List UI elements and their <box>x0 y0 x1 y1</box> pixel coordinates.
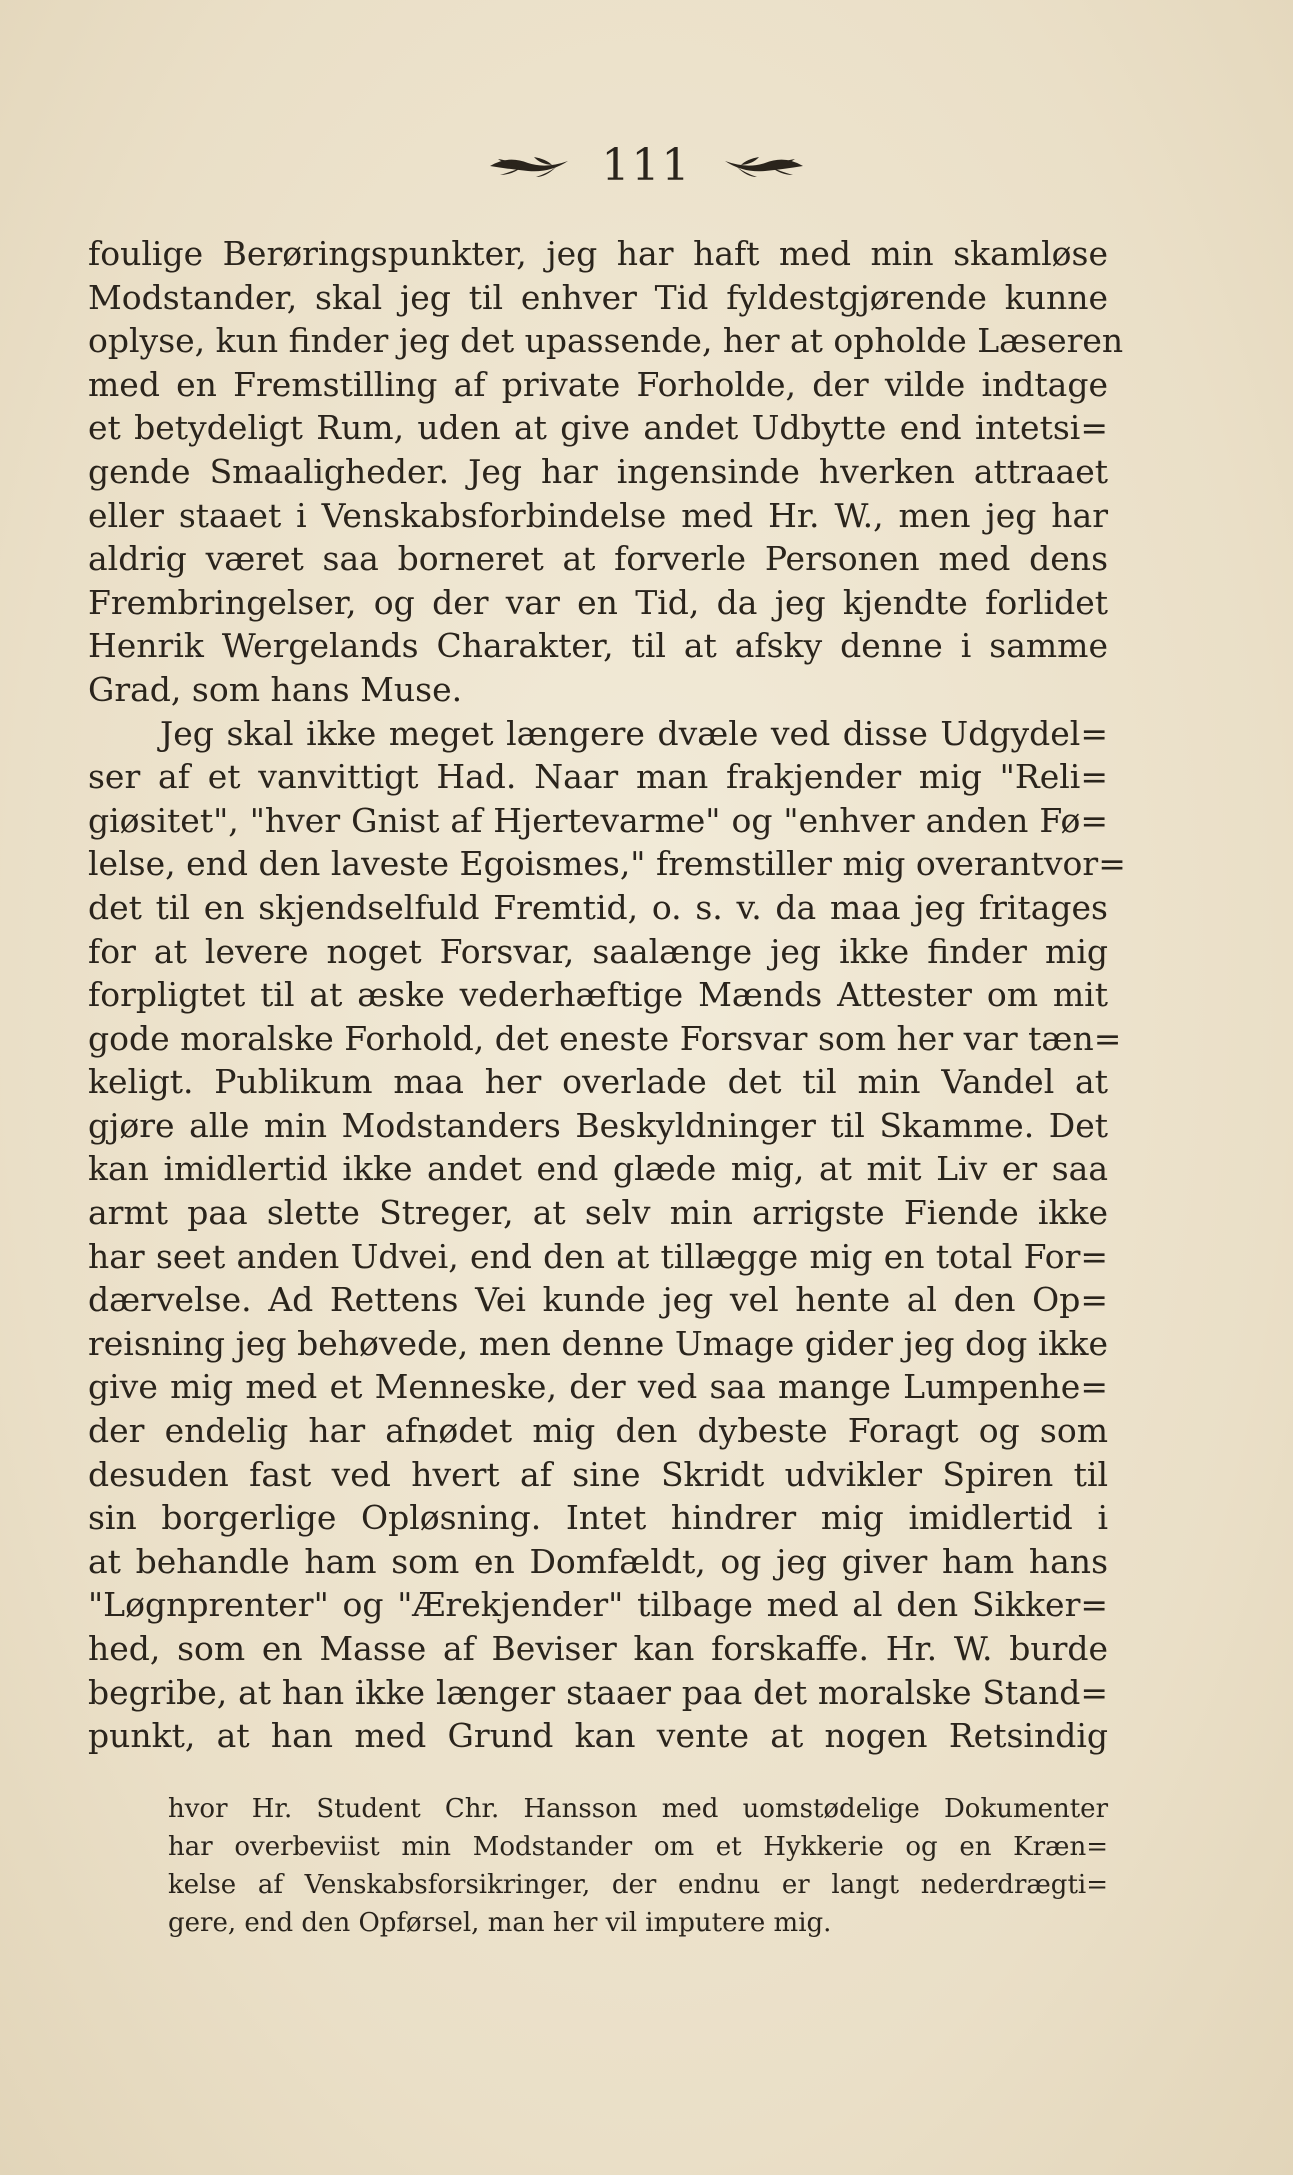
text-line: Grad, som hans Muse. <box>88 669 463 709</box>
text-line: eller staaet i Venskabsforbindelse med Hr. W., men jeg har <box>88 495 1108 535</box>
text-line: der endelig har afnødet mig den dybeste Foragt og som <box>88 1411 1108 1451</box>
text-line: reisning jeg behøvede, men denne Umage gider jeg dog ikke <box>88 1323 1108 1363</box>
text-line: kan imidlertid ikke andet end glæde mig, at mit Liv er saa <box>88 1149 1108 1189</box>
footnote-line: hvor Hr. Student Chr. Hansson med uomstødelige Dokumenter <box>168 1794 1108 1824</box>
text-line: keligt. Publikum maa her overlade det til min Vandel at <box>88 1062 1108 1102</box>
footnote <box>168 1790 1108 1942</box>
text-line: med en Fremstilling af private Forholde, der vilde indtage <box>88 364 1108 404</box>
text-line: aldrig været saa borneret at forverle Personen med dens <box>88 539 1108 579</box>
text-line: give mig med et Menneske, der ved saa mange Lumpenhe= <box>88 1367 1108 1407</box>
text-line: giøsitet", "hver Gnist af Hjertevarme" og "enhver anden Fø= <box>88 800 1108 840</box>
text-line: foulige Berøringspunkter, jeg har haft med min skamløse <box>88 234 1108 273</box>
text-line: at behandle ham som en Domfældt, og jeg giver ham hans <box>88 1541 1108 1581</box>
text-line: begribe, at han ikke længer staaer paa det moralske Stand= <box>88 1672 1108 1712</box>
text-line: "Løgnprenter" og "Ærekjender" tilbage med al den Sikker= <box>88 1585 1108 1625</box>
text-line: for at levere noget Forsvar, saalænge jeg ikke finder mig <box>88 931 1108 971</box>
text-line: dærvelse. Ad Rettens Vei kunde jeg vel hente al den Op= <box>88 1280 1108 1320</box>
footnote-line: har overbeviist min Modstander om et Hykkerie og en Kræn= <box>168 1832 1108 1862</box>
text-line: ser af et vanvittigt Had. Naar man frakjender mig "Reli= <box>88 757 1108 797</box>
text-line: forpligtet til at æske vederhæftige Mænds Attester om mit <box>88 975 1108 1015</box>
text-line: gjøre alle min Modstanders Beskyldninger til Skamme. Det <box>88 1105 1108 1145</box>
text-line: gode moralske Forhold, det eneste Forsvar som her var tæn= <box>88 1018 1122 1058</box>
text-line: sin borgerlige Opløsning. Intet hindrer mig imidlertid i <box>88 1498 1108 1538</box>
body-text <box>88 232 1126 1758</box>
text-line: gende Smaaligheder. Jeg har ingensinde hverken attraaet <box>88 451 1108 491</box>
text-line: Henrik Wergelands Charakter, til at afsky denne i samme <box>88 626 1108 666</box>
page-number: 111 <box>601 140 692 191</box>
page-header <box>0 140 1293 191</box>
text-line: punkt, at han med Grund kan vente at nogen Retsindig <box>88 1716 1108 1756</box>
leaf-ornament-right-icon <box>721 151 805 181</box>
text-line: et betydeligt Rum, uden at give andet Udbytte end intetsi= <box>88 408 1108 448</box>
text-line: desuden fast ved hvert af sine Skridt udvikler Spiren til <box>88 1454 1108 1494</box>
text-line: har seet anden Udvei, end den at tillægge mig en total For= <box>88 1236 1108 1276</box>
text-line: oplyse, kun finder jeg det upassende, her at opholde Læseren <box>88 321 1124 361</box>
text-line: hed, som en Masse af Beviser kan forskaffe. Hr. W. burde <box>88 1629 1108 1668</box>
text-line: Frembringelser, og der var en Tid, da jeg kjendte forlidet <box>88 582 1108 622</box>
text-line: armt paa slette Streger, at selv min arrigste Fiende ikke <box>88 1193 1108 1233</box>
text-line: lelse, end den laveste Egoismes," fremstiller mig overantvor= <box>88 844 1126 884</box>
footnote-line: gere, end den Opførsel, man her vil imputere mig. <box>168 1908 832 1938</box>
text-line: det til en skjendselfuld Fremtid, o. s. v. da maa jeg fritages <box>88 887 1108 927</box>
leaf-ornament-left-icon <box>488 151 572 181</box>
text-line: Jeg skal ikke meget længere dvæle ved disse Udgydel= <box>160 713 1108 753</box>
footnote-line: kelse af Venskabsforsikringer, der endnu er langt nederdrægti= <box>168 1870 1108 1900</box>
text-line: Modstander, skal jeg til enhver Tid fyldestgjørende kunne <box>88 277 1108 317</box>
